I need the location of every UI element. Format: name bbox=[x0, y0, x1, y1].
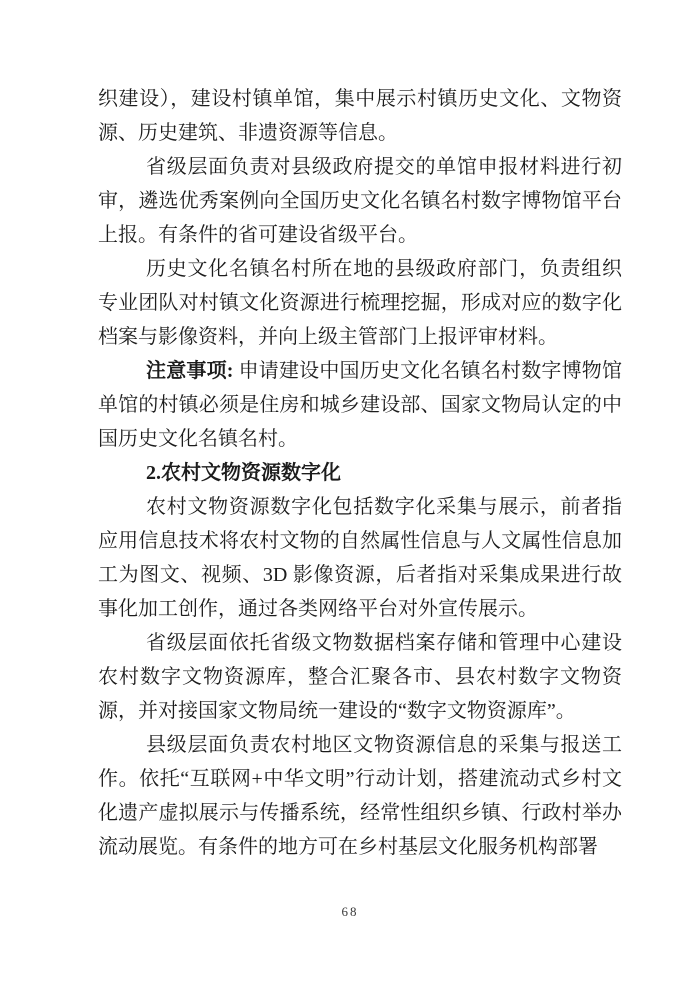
note-text: 申请建设中国历史文化名镇名村数字博物馆单馆的村镇必须是住房和城乡建设部、国家文物局认定的中国历史文化名镇名村。 bbox=[98, 360, 622, 450]
paragraph: 县级层面负责农村地区文物资源信息的采集与报送工作。依托“互联网+中华文明”行动计划，搭建流动式乡村文化遗产虚拟展示与传播系统，经常性组织乡镇、行政村举办流动展览。有条件的地方可在乡村基层文化服务机构部署 bbox=[98, 734, 622, 858]
paragraph: 省级层面依托省级文物数据档案存储和管理中心建设农村数字文物资源库，整合汇聚各市、县农村数字文物资源，并对接国家文物局统一建设的“数字文物资源库”。 bbox=[98, 632, 622, 722]
paragraph-continuation: 织建设），建设村镇单馆，集中展示村镇历史文化、文物资源、历史建筑、非遗资源等信息。 bbox=[98, 88, 622, 144]
section-heading: 2.农村文物资源数字化 bbox=[146, 462, 341, 484]
note-label: 注意事项: bbox=[146, 360, 234, 382]
paragraph-note bbox=[98, 354, 622, 456]
page-content bbox=[98, 82, 622, 864]
paragraph: 农村文物资源数字化包括数字化采集与展示，前者指应用信息技术将农村文物的自然属性信息与人文属性信息加工为图文、视频、3D 影像资源，后者指对采集成果进行故事化加工创作，通过各类网络平台对外宣传展示。 bbox=[98, 496, 622, 620]
paragraph: 省级层面负责对县级政府提交的单馆申报材料进行初审，遴选优秀案例向全国历史文化名镇名村数字博物馆平台上报。有条件的省可建设省级平台。 bbox=[98, 156, 622, 246]
paragraph: 历史文化名镇名村所在地的县级政府部门，负责组织专业团队对村镇文化资源进行梳理挖掘，形成对应的数字化档案与影像资料，并向上级主管部门上报评审材料。 bbox=[98, 258, 622, 348]
page-number: 68 bbox=[341, 904, 359, 919]
